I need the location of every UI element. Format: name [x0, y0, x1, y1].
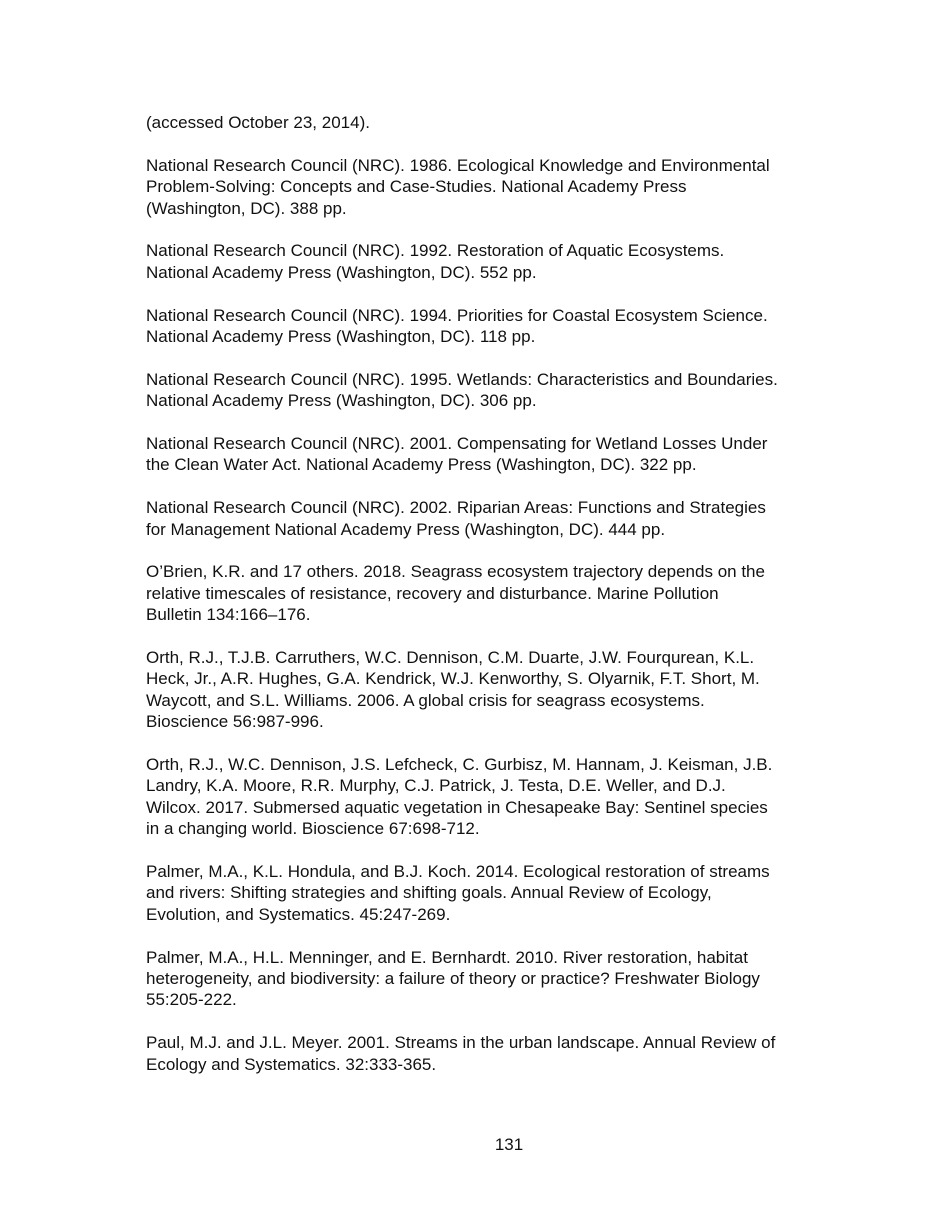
reference-entry: Paul, M.J. and J.L. Meyer. 2001. Streams in the urban landscape. Annual Review of Ecology and Systematics. 32:333-365. [146, 1033, 776, 1074]
reference-entry: Palmer, M.A., H.L. Menninger, and E. Bernhardt. 2010. River restoration, habitat heterogeneity, and biodiversity: a failure of theory or practice? Freshwater Biology 55:205-222. [146, 947, 760, 1010]
reference-entry: Palmer, M.A., K.L. Hondula, and B.J. Koch. 2014. Ecological restoration of streams and rivers: Shifting strategies and shifting goals. Annual Review of Ecology, Evolution, and Systematics. 45:247-269. [146, 862, 770, 924]
reference-entry: (accessed October 23, 2014). [146, 113, 370, 132]
reference-entry: O’Brien, K.R. and 17 others. 2018. Seagrass ecosystem trajectory depends on the relative timescales of resistance, recovery and disturbance. Marine Pollution Bulletin 134:166–176. [146, 562, 765, 625]
reference-entry: National Research Council (NRC). 1992. Restoration of Aquatic Ecosystems. National Academy Press (Washington, DC). 552 pp. [146, 241, 725, 282]
reference-entry: National Research Council (NRC). 2002. Riparian Areas: Functions and Strategies for Management National Academy Press (Washington, DC). 444 pp. [146, 498, 766, 539]
reference-entry: Orth, R.J., T.J.B. Carruthers, W.C. Dennison, C.M. Duarte, J.W. Fourqurean, K.L. Heck, Jr., A.R. Hughes, G.A. Kendrick, W.J. Kenworthy, S. Olyarnik, F.T. Short, M. Waycott, and S.L. Williams. 2006. A global crisis for seagrass ecosystems. Bioscience 56:987-996. [146, 648, 760, 732]
reference-entry: National Research Council (NRC). 1995. Wetlands: Characteristics and Boundaries. National Academy Press (Washington, DC). 306 pp. [146, 369, 778, 411]
page-number: 131 [494, 1135, 524, 1154]
reference-entry: Orth, R.J., W.C. Dennison, J.S. Lefcheck, C. Gurbisz, M. Hannam, J. Keisman, J.B. Landry, K.A. Moore, R.R. Murphy, C.J. Patrick, J. Testa, D.E. Weller, and D.J. Wilcox. 2017. Submersed aquatic vegetation in Chesapeake Bay: Sentinel species in a changing world. Bioscience 67:698-712. [146, 755, 773, 839]
reference-list [146, 112, 846, 1096]
reference-entry: National Research Council (NRC). 2001. Compensating for Wetland Losses Under the Clean Water Act. National Academy Press (Washington, DC). 322 pp. [146, 434, 768, 475]
reference-entry: National Research Council (NRC). 1986. Ecological Knowledge and Environmental Problem-Solving: Concepts and Case-Studies. National Academy Press (Washington, DC). 388 pp. [146, 155, 770, 218]
reference-entry: National Research Council (NRC). 1994. Priorities for Coastal Ecosystem Science. National Academy Press (Washington, DC). 118 pp. [146, 305, 768, 347]
